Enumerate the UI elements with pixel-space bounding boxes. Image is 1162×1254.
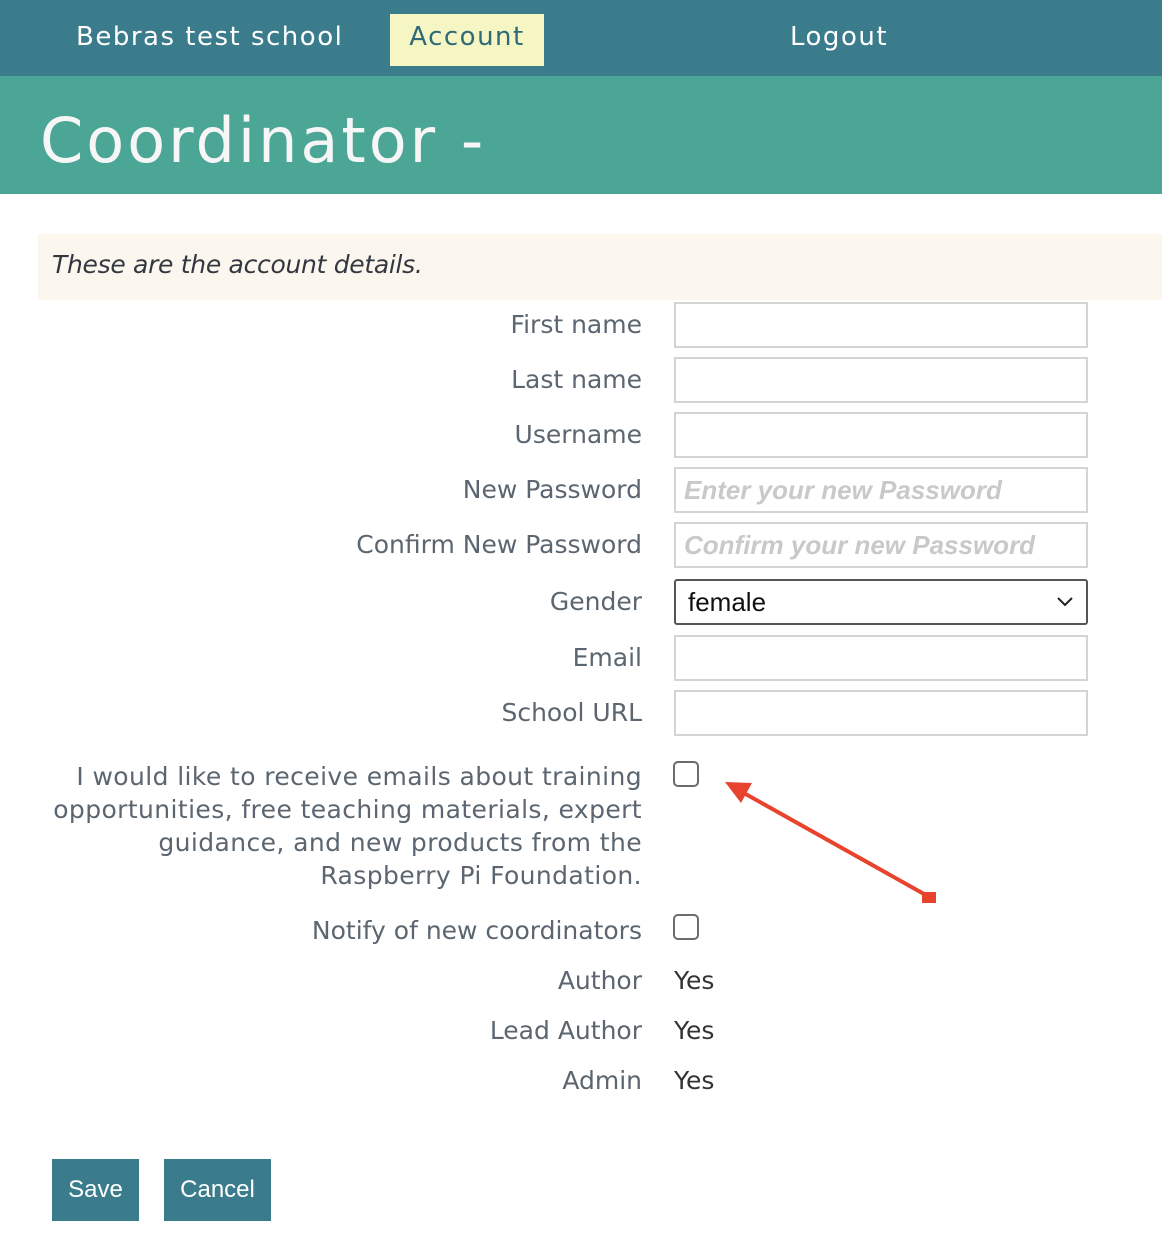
lead-author-value: Yes [674,1016,715,1045]
save-button[interactable]: Save [52,1159,139,1221]
last-name-label: Last name [511,365,642,394]
notify-row [0,908,1162,954]
page-title: Coordinator - [40,104,487,177]
chevron-down-icon [1056,595,1074,607]
info-notice [38,234,1162,300]
gender-selected-value: female [688,587,767,617]
gender-row [0,579,1162,625]
page-header [0,76,1162,194]
new-password-label: New Password [462,475,642,504]
school-url-row [0,690,1162,736]
confirm-password-label: Confirm New Password [356,530,642,559]
nav-logout-link[interactable]: Logout [790,22,889,52]
notify-checkbox[interactable] [673,914,699,940]
first-name-row [0,302,1162,348]
marketing-consent-checkbox[interactable] [673,761,699,787]
email-label: Email [572,643,642,672]
confirm-password-row [0,522,1162,568]
last-name-input[interactable] [674,357,1088,403]
gender-select[interactable] [674,579,1088,625]
new-password-input[interactable] [674,467,1088,513]
nav-school-link[interactable]: Bebras test school [76,22,344,52]
confirm-password-input[interactable] [674,522,1088,568]
last-name-row [0,357,1162,403]
annotation-arrow-shaft [742,792,924,894]
nav-account-tab[interactable]: Account [390,14,544,66]
author-label: Author [557,966,642,995]
new-password-row [0,467,1162,513]
marketing-consent-label: I would like to receive emails about training opportunities, free teaching materials, expert guidance, and new products from the Raspberry Pi Foundation. [53,762,642,890]
first-name-label: First name [510,310,642,339]
email-input[interactable] [674,635,1088,681]
annotation-arrow-tail [922,892,936,903]
author-row [0,958,1162,1004]
annotation-arrow-head [725,782,752,803]
username-input[interactable] [674,412,1088,458]
gender-label: Gender [549,587,642,616]
school-url-input[interactable] [674,690,1088,736]
admin-label: Admin [562,1066,642,1095]
admin-value: Yes [674,1066,715,1095]
admin-row [0,1058,1162,1104]
lead-author-label: Lead Author [489,1016,642,1045]
username-row [0,412,1162,458]
cancel-button[interactable]: Cancel [164,1159,271,1221]
notify-label: Notify of new coordinators [311,916,642,945]
lead-author-row [0,1008,1162,1054]
top-navigation [0,0,1162,76]
username-label: Username [514,420,642,449]
school-url-label: School URL [501,698,642,727]
notice-text: These are the account details. [52,250,423,279]
author-value: Yes [674,966,715,995]
email-row [0,635,1162,681]
first-name-input[interactable] [674,302,1088,348]
